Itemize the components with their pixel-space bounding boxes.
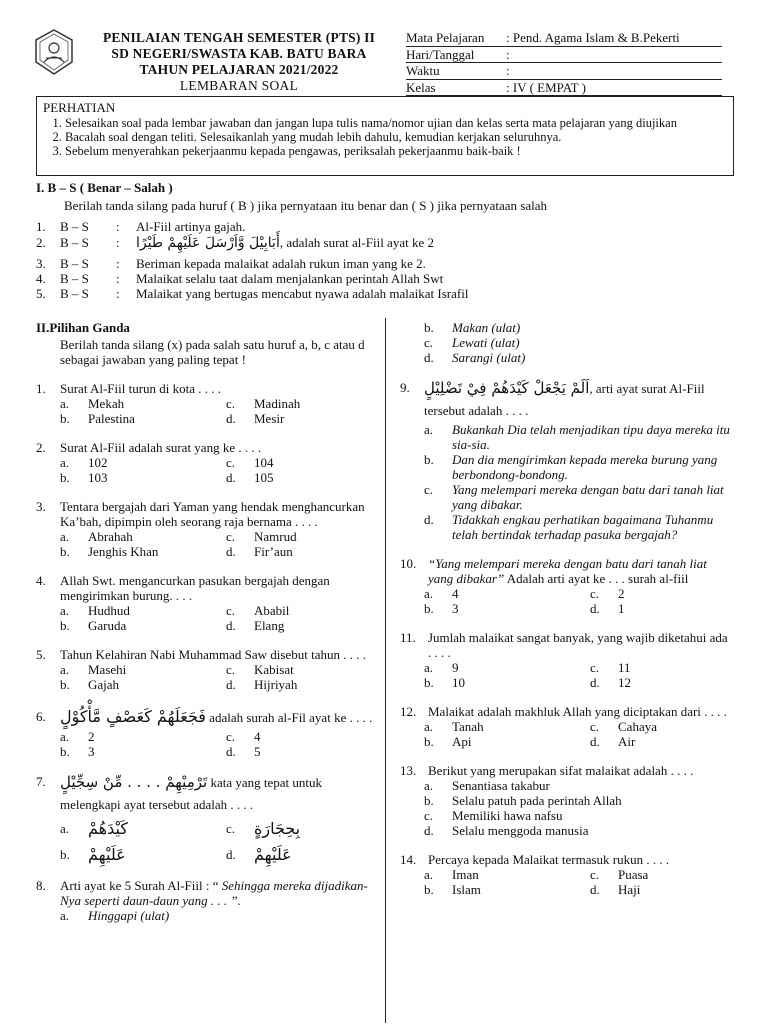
- opt-text: Namrud: [254, 529, 297, 544]
- meta-value: : Pend. Agama Islam & B.Pekerti: [506, 30, 680, 45]
- q-text: Beriman kepada malaikat adalah rukun iman yang ke 2.: [136, 256, 426, 272]
- q-number: 3.: [36, 256, 46, 272]
- q-number: 5.: [36, 647, 46, 662]
- opt-text: 2: [88, 729, 95, 744]
- mc-question: [400, 704, 730, 749]
- options: [36, 662, 376, 692]
- q-text: Malaikat selalu taat dalam menjalankan perintah Allah Swt: [136, 271, 444, 287]
- opt-letter: a.: [424, 660, 434, 675]
- q-number: 3.: [36, 499, 46, 514]
- q-text: Berikut yang merupakan sifat malaikat adalah . . . .: [428, 763, 694, 778]
- q-text: Surat Al-Fiil turun di kota . . . .: [60, 381, 222, 396]
- meta-row-class: [406, 80, 722, 97]
- option-a[interactable]: [424, 719, 590, 734]
- opt-letter: d.: [590, 882, 600, 897]
- opt-letter: c.: [226, 396, 236, 411]
- opt-text: Haji: [618, 882, 641, 897]
- colon: :: [116, 219, 120, 235]
- opt-letter: c.: [424, 482, 434, 497]
- meta-value: :: [506, 46, 510, 62]
- options: [400, 660, 730, 690]
- opt-letter: c.: [226, 662, 236, 677]
- opt-text: Gajah: [88, 677, 120, 692]
- opt-letter: c.: [590, 867, 600, 882]
- option-a[interactable]: [60, 908, 376, 923]
- option-c[interactable]: [590, 660, 730, 675]
- opt-text: Tidakkah engkau perhatikan bagaimana Tuhanmu telah bertindak terhadap pasuka bergajah?: [452, 512, 714, 542]
- opt-letter: a.: [424, 719, 434, 734]
- opt-letter: b.: [60, 411, 70, 426]
- options: [36, 529, 376, 559]
- q-text-italic: Sehingga mereka dijadikan-Nya seperti daun-daun yang . . . ”.: [60, 878, 368, 908]
- opt-text: Abrahah: [88, 529, 133, 544]
- mc-question: [36, 771, 376, 868]
- opt-letter: a.: [60, 908, 70, 923]
- opt-letter: b.: [424, 320, 434, 335]
- bs-label: B – S: [60, 286, 89, 302]
- section1-instruction: Berilah tanda silang pada huruf ( B ) jika pernyataan itu benar dan ( S ) jika pernyataan salah: [64, 197, 547, 213]
- opt-text: Dan dia mengirimkan kepada mereka burung yang berbondong-bondong.: [452, 452, 718, 482]
- option-c[interactable]: [424, 335, 730, 350]
- bs-label: B – S: [60, 271, 89, 287]
- opt-letter: b.: [424, 734, 434, 749]
- option-c[interactable]: [226, 603, 376, 618]
- option-c[interactable]: [424, 808, 730, 823]
- opt-letter: d.: [226, 677, 236, 692]
- opt-text: Palestina: [88, 411, 135, 426]
- q-number: 9.: [400, 380, 410, 395]
- option-b[interactable]: [424, 601, 590, 616]
- opt-text: بِحِجَارَةٍ: [254, 819, 301, 838]
- options: [36, 455, 376, 485]
- mc-question: [36, 573, 376, 633]
- opt-text: 1: [618, 601, 625, 616]
- opt-letter: d.: [590, 734, 600, 749]
- q-number: 4.: [36, 271, 46, 287]
- mc-question: [36, 706, 376, 759]
- mc-question: [400, 852, 730, 897]
- mc-question: [36, 499, 376, 559]
- opt-letter: b.: [424, 452, 434, 467]
- q-text: Malaikat adalah makhluk Allah yang diciptakan dari . . . .: [428, 704, 727, 719]
- q-number: 6.: [36, 709, 46, 724]
- opt-letter: d.: [424, 823, 434, 838]
- options: [36, 816, 376, 868]
- opt-text: Islam: [452, 882, 481, 897]
- section2-instruction: Berilah tanda silang (x) pada salah satu huruf a, b, c atau d sebagai jawaban yang paling tepat !: [60, 337, 365, 367]
- opt-letter: c.: [226, 603, 236, 618]
- option-d[interactable]: [590, 601, 730, 616]
- column-divider: [385, 318, 386, 1023]
- opt-text: عَلَيْهِمْ: [254, 845, 292, 864]
- option-b[interactable]: [60, 744, 226, 759]
- opt-text: Makan (ulat): [452, 320, 521, 335]
- opt-text: Hijriyah: [254, 677, 298, 692]
- opt-letter: d.: [226, 618, 236, 633]
- q-number: 14.: [400, 852, 417, 867]
- option-b[interactable]: [60, 618, 226, 633]
- opt-letter: c.: [590, 719, 600, 734]
- opt-text: 4: [254, 729, 261, 744]
- option-a[interactable]: [60, 729, 226, 744]
- option-d[interactable]: [226, 411, 376, 426]
- meta-value: : IV ( EMPAT ): [506, 79, 586, 95]
- q-text: , adalah surat al-Fiil ayat ke 2: [279, 235, 434, 251]
- opt-letter: a.: [424, 867, 434, 882]
- opt-letter: d.: [226, 744, 236, 759]
- mc-question: [36, 440, 376, 485]
- option-d[interactable]: [424, 512, 730, 542]
- opt-text: Mekah: [88, 396, 125, 411]
- opt-text: عَلَيْهِمْ: [88, 845, 126, 864]
- opt-letter: d.: [226, 411, 236, 426]
- option-b[interactable]: [60, 544, 226, 559]
- options: [36, 908, 376, 923]
- q8-options-continued: [400, 320, 730, 365]
- option-d[interactable]: [424, 823, 730, 838]
- opt-text: Selalu menggoda manusia: [452, 823, 589, 838]
- meta-row-subject: [406, 30, 722, 47]
- opt-letter: a.: [60, 529, 70, 544]
- opt-letter: b.: [424, 675, 434, 690]
- section-true-false: [36, 180, 736, 301]
- notice-title: PERHATIAN: [43, 100, 116, 115]
- opt-text: Masehi: [88, 662, 127, 677]
- opt-text: Hudhud: [88, 603, 130, 618]
- mc-question: [400, 630, 730, 690]
- option-d[interactable]: [226, 677, 376, 692]
- notice-box: [36, 96, 734, 176]
- opt-text: 3: [452, 601, 459, 616]
- q-text: adalah surah al-Fil ayat ke . . . .: [205, 710, 373, 725]
- opt-text: Kabisat: [254, 662, 294, 677]
- opt-letter: a.: [60, 729, 70, 744]
- meta-row-date: [406, 47, 722, 64]
- option-d[interactable]: [590, 675, 730, 690]
- tut-wuri-logo: [30, 28, 78, 76]
- option-c[interactable]: [590, 719, 730, 734]
- q-text: Tahun Kelahiran Nabi Muhammad Saw disebut tahun . . . .: [60, 647, 366, 662]
- bs-label: B – S: [60, 219, 89, 235]
- q-text: Arti ayat ke 5 Surah Al-Fiil : “: [60, 878, 219, 893]
- opt-letter: c.: [226, 729, 236, 744]
- opt-text: Sarangi (ulat): [452, 350, 526, 365]
- q-text: Allah Swt. mengancurkan pasukan bergajah dengan mengirimkan burung. . . .: [60, 573, 330, 603]
- options: [36, 729, 376, 759]
- opt-letter: a.: [60, 603, 70, 618]
- option-c[interactable]: [226, 729, 376, 744]
- colon: :: [116, 256, 120, 272]
- section1-heading: I. B – S ( Benar – Salah ): [36, 180, 173, 195]
- colon: :: [116, 271, 120, 287]
- tf-question: [36, 256, 736, 271]
- notice-list: [43, 116, 727, 158]
- option-c[interactable]: [590, 586, 730, 601]
- q-number: 2.: [36, 440, 46, 455]
- option-a[interactable]: [424, 586, 590, 601]
- bs-label: B – S: [60, 235, 89, 251]
- notice-item: 1. Selesaikan soal pada lembar jawaban dan jangan lupa tulis nama/nomor ujian dan kelas serta mata pelajaran yang diujikan: [65, 116, 727, 130]
- meta-value: :: [506, 63, 510, 78]
- left-column: [36, 320, 376, 923]
- notice-item: 3. Sebelum menyerahkan pekerjaanmu kepada pengawas, periksalah pekerjaanmu baik-baik !: [65, 144, 727, 158]
- opt-text: 12: [618, 675, 631, 690]
- opt-letter: b.: [60, 744, 70, 759]
- q-arabic: أَبَابِيْلَ وَّاَرْسَلَ عَلَيْهِمْ طَيْرًا: [136, 235, 280, 252]
- right-column: [400, 320, 730, 897]
- option-d[interactable]: [226, 544, 376, 559]
- opt-text: Hinggapi (ulat): [88, 908, 170, 923]
- q-number: 1.: [36, 219, 46, 235]
- option-c[interactable]: [226, 529, 376, 544]
- option-b[interactable]: [60, 677, 226, 692]
- option-a[interactable]: [60, 396, 226, 411]
- opt-text: Jenghis Khan: [88, 544, 159, 559]
- opt-text: 104: [254, 455, 274, 470]
- option-b[interactable]: [424, 734, 590, 749]
- option-b[interactable]: [424, 882, 590, 897]
- opt-text: Bukankah Dia telah menjadikan tipu daya mereka itu sia-sia.: [452, 422, 730, 452]
- option-c[interactable]: [226, 396, 376, 411]
- opt-letter: c.: [424, 808, 434, 823]
- opt-letter: c.: [590, 660, 600, 675]
- opt-letter: d.: [226, 544, 236, 559]
- meta-label: Hari/Tanggal: [406, 46, 475, 62]
- q-text-italic: “Yang melempari mereka dengan batu dari tanah liat yang dibakar”: [428, 556, 707, 586]
- opt-text: كَيْدَهُمْ: [88, 819, 128, 838]
- q-text: , arti ayat surat Al-Fiil tersebut adalah . . . .: [424, 381, 705, 418]
- opt-text: Ababil: [254, 603, 290, 618]
- options: [400, 422, 730, 542]
- option-c[interactable]: [226, 816, 376, 842]
- option-a[interactable]: [424, 778, 730, 793]
- q-arabic: تَرْمِيْهِمْ . . . . مِّنْ سِجِّيْلٍ: [60, 773, 208, 791]
- option-c[interactable]: [226, 455, 376, 470]
- q-text: Malaikat yang bertugas mencabut nyawa adalah malaikat Israfil: [136, 286, 469, 302]
- opt-text: 102: [88, 455, 108, 470]
- opt-letter: c.: [226, 455, 236, 470]
- q-number: 7.: [36, 774, 46, 789]
- mc-question: [400, 377, 730, 542]
- option-d[interactable]: [590, 882, 730, 897]
- opt-text: Elang: [254, 618, 285, 633]
- colon: :: [116, 286, 120, 302]
- tf-question: [36, 286, 736, 301]
- q-number: 4.: [36, 573, 46, 588]
- opt-letter: d.: [590, 601, 600, 616]
- opt-letter: b.: [60, 544, 70, 559]
- option-a[interactable]: [60, 816, 226, 842]
- q-text: Jumlah malaikat sangat banyak, yang wajib diketahui ada . . . .: [428, 630, 728, 660]
- option-a[interactable]: [424, 422, 730, 452]
- opt-text: 4: [452, 586, 459, 601]
- mc-question: [400, 556, 730, 616]
- option-d[interactable]: [226, 618, 376, 633]
- options: [400, 778, 730, 838]
- exam-title-1: PENILAIAN TENGAH SEMESTER (PTS) II: [102, 30, 376, 45]
- q-number: 13.: [400, 763, 417, 778]
- option-c[interactable]: [424, 482, 730, 512]
- colon: :: [116, 235, 120, 251]
- opt-letter: d.: [226, 847, 236, 862]
- opt-text: Lewati (ulat): [452, 335, 520, 350]
- opt-letter: b.: [424, 882, 434, 897]
- opt-text: Mesir: [254, 411, 285, 426]
- opt-letter: b.: [424, 601, 434, 616]
- meta-label: Waktu: [406, 63, 440, 78]
- opt-text: Garuda: [88, 618, 127, 633]
- opt-letter: c.: [590, 586, 600, 601]
- opt-text: 105: [254, 470, 274, 485]
- q-number: 10.: [400, 556, 417, 571]
- tf-question: [36, 234, 736, 252]
- opt-letter: b.: [60, 470, 70, 485]
- option-d[interactable]: [590, 734, 730, 749]
- opt-text: Api: [452, 734, 472, 749]
- option-c[interactable]: [226, 662, 376, 677]
- opt-text: Cahaya: [618, 719, 657, 734]
- bs-label: B – S: [60, 256, 89, 272]
- tf-question: [36, 271, 736, 286]
- opt-text: Yang melempari mereka dengan batu dari tanah liat yang dibakar.: [452, 482, 724, 512]
- opt-text: Puasa: [618, 867, 649, 882]
- opt-text: Tanah: [452, 719, 484, 734]
- opt-letter: a.: [424, 778, 434, 793]
- opt-letter: b.: [60, 618, 70, 633]
- option-a[interactable]: [60, 662, 226, 677]
- opt-letter: d.: [590, 675, 600, 690]
- mc-question: [36, 381, 376, 426]
- opt-text: 11: [618, 660, 631, 675]
- q-number: 11.: [400, 630, 416, 645]
- opt-letter: a.: [60, 662, 70, 677]
- exam-meta: [406, 30, 722, 96]
- option-d[interactable]: [226, 470, 376, 485]
- option-b[interactable]: [424, 793, 730, 808]
- option-d[interactable]: [226, 842, 376, 868]
- options: [36, 603, 376, 633]
- q-arabic: اَلَمْ يَجْعَلْ كَيْدَهُمْ فِيْ تَضْلِيْلٍ: [424, 379, 590, 397]
- meta-label: Mata Pelajaran: [406, 30, 485, 45]
- tut-wuri-logo-icon: [30, 28, 78, 76]
- opt-letter: c.: [226, 529, 236, 544]
- exam-header: [80, 30, 398, 94]
- opt-letter: a.: [60, 396, 70, 411]
- q-text: Adalah arti ayat ke . . . surah al-fiil: [504, 571, 689, 586]
- meta-label: Kelas: [406, 79, 436, 95]
- options: [400, 867, 730, 897]
- exam-title-2: SD NEGERI/SWASTA KAB. BATU BARA: [111, 46, 367, 61]
- opt-text: Fir’aun: [254, 544, 293, 559]
- opt-text: Selalu patuh pada perintah Allah: [452, 793, 622, 808]
- option-c[interactable]: [590, 867, 730, 882]
- option-b[interactable]: [424, 675, 590, 690]
- opt-letter: d.: [424, 350, 434, 365]
- option-a[interactable]: [60, 529, 226, 544]
- q-text: kata yang tepat untuk melengkapi ayat tersebut adalah . . . .: [60, 775, 322, 812]
- exam-title-3: TAHUN PELAJARAN 2021/2022: [139, 62, 339, 77]
- notice-item: 2. Bacalah soal dengan teliti. Selesaikanlah yang mudah lebih dahulu, kemudian kerjakan seluruhnya.: [65, 130, 727, 144]
- q-number: 5.: [36, 286, 46, 302]
- opt-text: 9: [452, 660, 459, 675]
- opt-letter: d.: [424, 512, 434, 527]
- options: [400, 586, 730, 616]
- q-number: 2.: [36, 235, 46, 251]
- option-a[interactable]: [60, 455, 226, 470]
- q-text: Surat Al-Fiil adalah surat yang ke . . . .: [60, 440, 262, 455]
- opt-letter: b.: [424, 793, 434, 808]
- q-number: 8.: [36, 878, 46, 893]
- opt-text: Iman: [452, 867, 479, 882]
- mc-question: [400, 763, 730, 838]
- option-b[interactable]: [424, 320, 730, 335]
- opt-text: Memiliki hawa nafsu: [452, 808, 563, 823]
- option-b[interactable]: [424, 452, 730, 482]
- option-a[interactable]: [60, 603, 226, 618]
- opt-letter: b.: [60, 847, 70, 862]
- q-text: Al-Fiil artinya gajah.: [136, 219, 246, 235]
- q-text: Tentara bergajah dari Yaman yang hendak menghancurkan Ka’bah, dipimpin oleh seorang raja bernama . . . .: [60, 499, 365, 529]
- mc-question: [36, 647, 376, 692]
- option-d[interactable]: [424, 350, 730, 365]
- exam-subtitle: LEMBARAN SOAL: [179, 78, 299, 93]
- option-b[interactable]: [60, 842, 226, 868]
- opt-letter: a.: [424, 422, 434, 437]
- mc-question: [36, 878, 376, 923]
- opt-text: Senantiasa takabur: [452, 778, 550, 793]
- opt-text: 10: [452, 675, 465, 690]
- q-arabic: فَجَعَلَهُمْ كَعَصْفٍ مَّأْكُوْلٍ: [60, 707, 206, 726]
- option-a[interactable]: [424, 660, 590, 675]
- option-b[interactable]: [60, 411, 226, 426]
- q-text: Percaya kepada Malaikat termasuk rukun . . . .: [428, 852, 670, 867]
- opt-text: 5: [254, 744, 261, 759]
- opt-text: Madinah: [254, 396, 301, 411]
- opt-letter: a.: [424, 586, 434, 601]
- options: [36, 396, 376, 426]
- section2-heading: II.Pilihan Ganda: [36, 320, 130, 335]
- opt-text: 103: [88, 470, 108, 485]
- opt-letter: a.: [60, 455, 70, 470]
- q-number: 1.: [36, 381, 46, 396]
- opt-letter: c.: [424, 335, 434, 350]
- options: [400, 719, 730, 749]
- opt-letter: d.: [226, 470, 236, 485]
- meta-row-time: [406, 63, 722, 80]
- option-d[interactable]: [226, 744, 376, 759]
- opt-text: 2: [618, 586, 625, 601]
- option-a[interactable]: [424, 867, 590, 882]
- tf-question: [36, 219, 736, 234]
- opt-letter: b.: [60, 677, 70, 692]
- opt-letter: a.: [60, 821, 70, 836]
- opt-text: 3: [88, 744, 95, 759]
- opt-text: Air: [618, 734, 636, 749]
- opt-letter: c.: [226, 821, 236, 836]
- option-b[interactable]: [60, 470, 226, 485]
- q-number: 12.: [400, 704, 417, 719]
